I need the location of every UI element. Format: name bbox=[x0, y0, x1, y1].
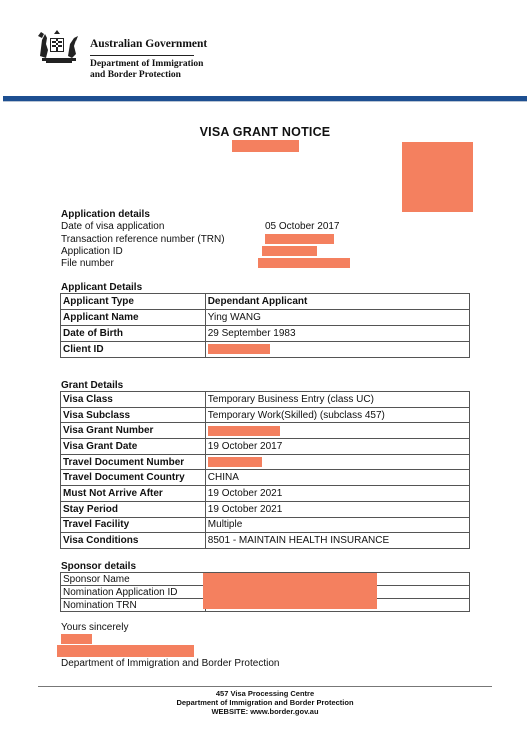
table-row bbox=[61, 486, 470, 502]
row-label: Nomination Application ID bbox=[61, 586, 206, 599]
coat-of-arms-icon bbox=[34, 26, 82, 66]
row-value: 19 October 2021 bbox=[205, 486, 469, 502]
application-label: Date of visa application bbox=[61, 221, 165, 232]
redaction-block bbox=[61, 634, 92, 644]
row-label: Must Not Arrive After bbox=[61, 486, 206, 502]
row-value: Multiple bbox=[205, 517, 469, 533]
grant-details-heading: Grant Details bbox=[61, 380, 124, 391]
row-label: Date of Birth bbox=[61, 326, 206, 342]
applicant-details-table bbox=[60, 293, 470, 358]
footer-line-1: 457 Visa Processing Centre bbox=[215, 689, 315, 698]
photo-redaction-block bbox=[402, 142, 473, 212]
row-value bbox=[205, 423, 469, 439]
redaction-block bbox=[208, 426, 280, 436]
row-label: Visa Class bbox=[61, 392, 206, 408]
footer-website: WEBSITE: www.border.gov.au bbox=[211, 707, 319, 716]
table-row bbox=[61, 342, 470, 358]
closing-salutation: Yours sincerely bbox=[61, 622, 129, 633]
table-row bbox=[61, 326, 470, 342]
applicant-details-heading: Applicant Details bbox=[61, 282, 143, 293]
row-label: Applicant Type bbox=[61, 294, 206, 310]
row-value: Ying WANG bbox=[205, 310, 469, 326]
table-row bbox=[61, 470, 470, 486]
row-value: 29 September 1983 bbox=[205, 326, 469, 342]
table-row bbox=[61, 533, 470, 549]
table-row bbox=[61, 392, 470, 408]
redaction-block bbox=[262, 246, 317, 256]
row-label: Visa Subclass bbox=[61, 407, 206, 423]
row-label: Travel Document Number bbox=[61, 454, 206, 470]
row-value bbox=[205, 342, 469, 358]
row-value bbox=[205, 454, 469, 470]
header-rule bbox=[90, 55, 194, 56]
grant-details-table bbox=[60, 391, 470, 549]
redaction-block bbox=[203, 573, 377, 609]
row-value: 8501 - MAINTAIN HEALTH INSURANCE bbox=[205, 533, 469, 549]
table-row bbox=[61, 454, 470, 470]
table-row bbox=[61, 407, 470, 423]
redaction-block bbox=[208, 344, 270, 354]
government-branding bbox=[90, 38, 207, 81]
redaction-block bbox=[208, 457, 262, 467]
closing-department: Department of Immigration and Border Protection bbox=[61, 658, 280, 669]
row-label: Sponsor Name bbox=[61, 573, 206, 586]
application-details-heading: Application details bbox=[61, 209, 150, 220]
row-label: Stay Period bbox=[61, 501, 206, 517]
department-name-line-1: Department of Immigration bbox=[90, 59, 204, 69]
row-value: CHINA bbox=[205, 470, 469, 486]
table-row bbox=[61, 310, 470, 326]
redaction-block bbox=[265, 234, 334, 244]
table-row bbox=[61, 294, 470, 310]
row-label: Nomination TRN bbox=[61, 599, 206, 612]
row-value: Temporary Business Entry (class UC) bbox=[205, 392, 469, 408]
footer-line-2: Department of Immigration and Border Protection bbox=[176, 698, 354, 707]
table-row bbox=[61, 423, 470, 439]
application-label: Application ID bbox=[61, 246, 123, 257]
row-value: Dependant Applicant bbox=[205, 294, 469, 310]
row-label: Travel Facility bbox=[61, 517, 206, 533]
row-value: 19 October 2017 bbox=[205, 439, 469, 455]
header-bar-underline bbox=[3, 101, 527, 102]
government-name: Australian Government bbox=[90, 38, 208, 50]
table-row bbox=[61, 501, 470, 517]
application-value: 05 October 2017 bbox=[265, 221, 340, 232]
department-name-line-2: and Border Protection bbox=[90, 70, 181, 80]
signature-redaction-block bbox=[57, 645, 194, 657]
application-label: File number bbox=[61, 258, 114, 269]
footer-divider bbox=[38, 686, 492, 687]
application-label: Transaction reference number (TRN) bbox=[61, 234, 225, 245]
redaction-block bbox=[232, 140, 299, 152]
row-label: Travel Document Country bbox=[61, 470, 206, 486]
sponsor-details-heading: Sponsor details bbox=[61, 561, 137, 572]
redaction-block bbox=[258, 258, 350, 268]
table-row bbox=[61, 439, 470, 455]
row-label: Visa Conditions bbox=[61, 533, 206, 549]
page-title: VISA GRANT NOTICE bbox=[199, 125, 331, 139]
row-label: Applicant Name bbox=[61, 310, 206, 326]
row-label: Visa Grant Number bbox=[61, 423, 206, 439]
row-value: 19 October 2021 bbox=[205, 501, 469, 517]
table-row bbox=[61, 517, 470, 533]
row-value: Temporary Work(Skilled) (subclass 457) bbox=[205, 407, 469, 423]
row-label: Visa Grant Date bbox=[61, 439, 206, 455]
row-label: Client ID bbox=[61, 342, 206, 358]
